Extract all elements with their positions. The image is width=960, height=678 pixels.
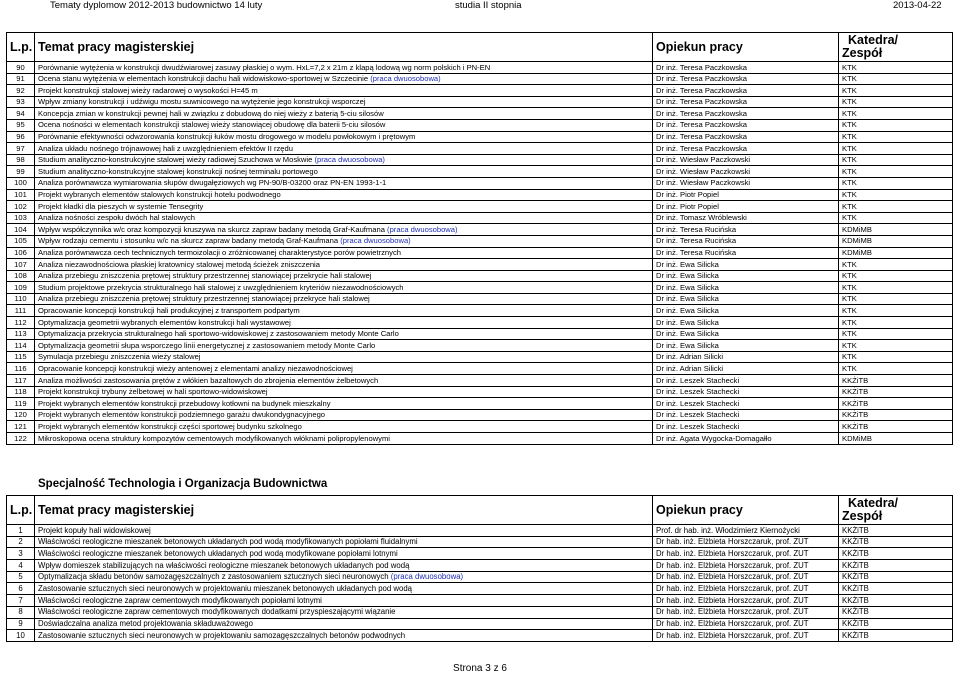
table-row xyxy=(7,630,953,642)
row-department: KTK xyxy=(839,154,953,166)
topic-text: Opracowanie koncepcji konstrukcji hali produkcyjnej z transportem podpartym xyxy=(38,305,300,315)
row-number: 107 xyxy=(7,259,35,271)
row-department: KTK xyxy=(839,85,953,97)
topic-text: Projekt kopuły hali widowiskowej xyxy=(38,525,151,535)
row-topic xyxy=(35,119,653,131)
row-department: KTK xyxy=(839,166,953,178)
row-number: 113 xyxy=(7,328,35,340)
topic-text: Opracowanie koncepcji konstrukcji wieży antenowej z elementami analizy niezawodnościowej xyxy=(38,363,353,373)
topic-text: Projekt wybranych elementów stalowych konstrukcji hotelu podwodnego xyxy=(38,190,281,200)
table-row xyxy=(7,259,953,271)
row-number: 116 xyxy=(7,363,35,375)
row-supervisor: Dr inż. Wiesław Paczkowski xyxy=(653,154,839,166)
table-row xyxy=(7,143,953,155)
row-number: 120 xyxy=(7,409,35,421)
row-supervisor: Dr inż. Teresa Paczkowska xyxy=(653,96,839,108)
col-department xyxy=(839,496,953,525)
row-department: KKŻiTB xyxy=(839,583,953,595)
topic-text: Projekt wybranych elementów konstrukcji podziemnego garażu dwukondygnacyjnego xyxy=(38,410,326,420)
row-department: KKŻiTB xyxy=(839,630,953,642)
topic-text: Optymalizacja geometrii słupa wsporczego linii energetycznej z zastosowaniem metody Monte Carlo xyxy=(38,340,376,350)
row-number: 6 xyxy=(7,583,35,595)
row-topic xyxy=(35,548,653,560)
table-row xyxy=(7,421,953,433)
header-left: Tematy dyplomow 2012-2013 budownictwo 14 luty xyxy=(50,0,263,11)
row-department: KKŻiTB xyxy=(839,618,953,630)
row-topic xyxy=(35,166,653,178)
row-department: KTK xyxy=(839,293,953,305)
row-topic xyxy=(35,618,653,630)
row-department: KKŻiTB xyxy=(839,386,953,398)
row-supervisor: Dr inż. Agata Wygocka-Domagałło xyxy=(653,433,839,445)
row-topic xyxy=(35,247,653,259)
row-topic xyxy=(35,235,653,247)
row-supervisor: Dr inż. Wiesław Paczkowski xyxy=(653,177,839,189)
row-supervisor: Dr inż. Ewa Silicka xyxy=(653,293,839,305)
row-department: KTK xyxy=(839,305,953,317)
row-number: 105 xyxy=(7,235,35,247)
row-topic xyxy=(35,328,653,340)
row-department: KTK xyxy=(839,317,953,329)
row-supervisor: Dr inż. Leszek Stachecki xyxy=(653,375,839,387)
row-supervisor: Dr hab. inż. Elżbieta Horszczaruk, prof. ZUT xyxy=(653,595,839,607)
row-supervisor: Dr inż. Teresa Paczkowska xyxy=(653,131,839,143)
row-number: 111 xyxy=(7,305,35,317)
table-row xyxy=(7,606,953,618)
row-number: 118 xyxy=(7,386,35,398)
row-number: 9 xyxy=(7,618,35,630)
row-supervisor: Dr inż. Tomasz Wróblewski xyxy=(653,212,839,224)
row-number: 117 xyxy=(7,375,35,387)
topic-text: Analiza przebiegu zniszczenia prętowej struktury przestrzennej stanowiącej przekryce hali stalowej xyxy=(38,294,370,304)
topic-text: Właściwości reologiczne mieszanek betonowych układanych pod wodą modyfikowanych popiołami fluidalnymi xyxy=(38,537,418,547)
table-header-row xyxy=(7,33,953,62)
row-department: KTK xyxy=(839,351,953,363)
row-department: KKŻiTB xyxy=(839,536,953,548)
row-topic xyxy=(35,108,653,120)
row-topic xyxy=(35,212,653,224)
row-supervisor: Dr inż. Teresa Paczkowska xyxy=(653,62,839,74)
topic-text: Optymalizacja przekrycia strukturalnego hali sportowo-widowiskowej z zastosowaniem metody Monte Carlo xyxy=(38,329,399,339)
topic-note: (praca dwuosobowa) xyxy=(370,74,441,84)
row-department: KKŻiTB xyxy=(839,595,953,607)
table-row xyxy=(7,108,953,120)
row-supervisor: Dr inż. Teresa Paczkowska xyxy=(653,119,839,131)
row-topic xyxy=(35,189,653,201)
topic-text: Porównanie efektywności odwzorowania konstrukcji łuków mostu drogowego w modelu powłokowym i prętowym xyxy=(38,132,416,142)
row-department: KKŻiTB xyxy=(839,375,953,387)
table-row xyxy=(7,409,953,421)
row-number: 101 xyxy=(7,189,35,201)
section-title: Specjalność Technologia i Organizacja Budownictwa xyxy=(38,478,328,490)
topic-text: Analiza niezawodnościowa płaskiej kratownicy stalowej metodą ścieżek zniszczenia xyxy=(38,259,320,269)
row-topic xyxy=(35,62,653,74)
topic-text: Ocena nośności w elementach konstrukcji stalowej wieży stanowiącej obudowę dla baterii 5-ciu silosów xyxy=(38,120,386,130)
row-supervisor: Dr inż. Teresa Rucińska xyxy=(653,224,839,236)
row-supervisor: Dr hab. inż. Elżbieta Horszczaruk, prof. ZUT xyxy=(653,548,839,560)
row-department: KKŻiTB xyxy=(839,409,953,421)
col-department xyxy=(839,33,953,62)
row-topic xyxy=(35,409,653,421)
row-topic xyxy=(35,606,653,618)
row-number: 96 xyxy=(7,131,35,143)
row-number: 100 xyxy=(7,177,35,189)
row-number: 97 xyxy=(7,143,35,155)
row-topic xyxy=(35,433,653,445)
row-topic xyxy=(35,96,653,108)
row-number: 112 xyxy=(7,317,35,329)
row-number: 94 xyxy=(7,108,35,120)
header-center: studia II stopnia xyxy=(455,0,522,11)
row-supervisor: Dr hab. inż. Elżbieta Horszczaruk, prof. ZUT xyxy=(653,560,839,572)
row-topic xyxy=(35,154,653,166)
row-topic xyxy=(35,340,653,352)
topic-text: Projekt konstrukcji trybuny żelbetowej w hali sportowo-widowiskowej xyxy=(38,387,268,397)
table-row xyxy=(7,305,953,317)
topic-text: Projekt kładki dla pieszych w systemie Tensegrity xyxy=(38,201,204,211)
topic-text: Analiza porównawcza cech technicznych termoizolacji o zróżnicowanej charakterystyce porów powietrznych xyxy=(38,248,401,257)
row-topic xyxy=(35,317,653,329)
row-supervisor: Dr inż. Leszek Stachecki xyxy=(653,421,839,433)
table-row xyxy=(7,571,953,583)
table-row xyxy=(7,177,953,189)
topic-text: Wpływ rodzaju cementu i stosunku w/c na skurcz zapraw badany metodą Graf-Kaufmana xyxy=(38,236,339,246)
row-department: KTK xyxy=(839,201,953,213)
row-topic xyxy=(35,143,653,155)
topic-note: (praca dwuosobowa) xyxy=(390,572,464,582)
row-number: 4 xyxy=(7,560,35,572)
topic-text: Symulacja przebiegu zniszczenia wieży stalowej xyxy=(38,352,201,362)
row-topic xyxy=(35,131,653,143)
row-number: 90 xyxy=(7,62,35,74)
row-topic xyxy=(35,177,653,189)
row-department: KKŻiTB xyxy=(839,421,953,433)
row-number: 8 xyxy=(7,606,35,618)
row-topic xyxy=(35,224,653,236)
row-department: KKŻiTB xyxy=(839,548,953,560)
row-department: KKŻiTB xyxy=(839,560,953,572)
row-number: 109 xyxy=(7,282,35,294)
topic-text: Projekt wybranych elementów konstrukcji przebudowy kotłowni na budynek mieszkalny xyxy=(38,398,331,408)
topic-text: Mikroskopowa ocena struktury kompozytów cementowych modyfikowanych włóknami polipropylenowymi xyxy=(38,433,390,443)
row-topic xyxy=(35,270,653,282)
row-number: 103 xyxy=(7,212,35,224)
topic-text: Doświadczalna analiza metod projektowania składuważowego xyxy=(38,619,253,629)
topic-text: Analiza nośności zespołu dwóch hal stalowych xyxy=(38,213,196,223)
row-department: KTK xyxy=(839,108,953,120)
row-topic xyxy=(35,201,653,213)
row-number: 98 xyxy=(7,154,35,166)
topic-text: Zastosowanie sztucznych sieci neuronowych w projektowaniu samozagęszczalnych betonów podwodnych xyxy=(38,630,406,640)
table-row xyxy=(7,595,953,607)
row-department: KTK xyxy=(839,328,953,340)
col-supervisor: Opiekun pracy xyxy=(653,496,839,525)
row-number: 110 xyxy=(7,293,35,305)
table-row xyxy=(7,525,953,537)
row-supervisor: Dr inż. Leszek Stachecki xyxy=(653,398,839,410)
table-row xyxy=(7,293,953,305)
row-topic xyxy=(35,560,653,572)
row-number: 93 xyxy=(7,96,35,108)
row-supervisor: Dr hab. inż. Elżbieta Horszczaruk, prof. ZUT xyxy=(653,536,839,548)
table-row xyxy=(7,154,953,166)
topics-table-2 xyxy=(6,495,953,642)
row-supervisor: Dr inż. Teresa Paczkowska xyxy=(653,85,839,97)
topic-text: Optymalizacja geometrii wybranych elementów konstrukcji hali wystawowej xyxy=(38,317,291,327)
row-topic xyxy=(35,398,653,410)
row-number: 5 xyxy=(7,571,35,583)
row-supervisor: Dr inż. Wiesław Paczkowski xyxy=(653,166,839,178)
row-supervisor: Dr hab. inż. Elżbieta Horszczaruk, prof. ZUT xyxy=(653,630,839,642)
row-department: KTK xyxy=(839,73,953,85)
row-supervisor: Dr inż. Ewa Silicka xyxy=(653,282,839,294)
table-row xyxy=(7,583,953,595)
row-topic xyxy=(35,595,653,607)
topic-text: Projekt wybranych elementów konstrukcji części sportowej budynku szkolnego xyxy=(38,421,302,431)
col-department-line2: Zespół xyxy=(842,509,883,523)
row-number: 1 xyxy=(7,525,35,537)
row-supervisor: Dr inż. Teresa Paczkowska xyxy=(653,143,839,155)
row-topic xyxy=(35,293,653,305)
row-department: KKŻiTB xyxy=(839,571,953,583)
row-department: KTK xyxy=(839,131,953,143)
topic-text: Właściwości reologiczne zapraw cementowych modyfikowanych dodatkami przyspieszającymi wiązanie xyxy=(38,607,396,617)
col-department-line1: Katedra/ xyxy=(848,33,899,47)
topic-note: (praca dwuosobowa) xyxy=(314,155,385,165)
row-number: 102 xyxy=(7,201,35,213)
row-topic xyxy=(35,305,653,317)
topic-text: Optymalizacja składu betonów samozagęszczalnych z zastosowaniem sztucznych sieci neuronowych xyxy=(38,572,389,582)
topics-table-1 xyxy=(6,32,953,445)
row-department: KKŻiTB xyxy=(839,606,953,618)
table-row xyxy=(7,224,953,236)
topic-note: (praca dwuosobowa) xyxy=(340,236,411,246)
row-supervisor: Dr inż. Ewa Silicka xyxy=(653,340,839,352)
row-number: 10 xyxy=(7,630,35,642)
row-department: KDMiMB xyxy=(839,224,953,236)
row-supervisor: Dr inż. Piotr Popiel xyxy=(653,201,839,213)
topic-text: Studium projektowe przekrycia strukturalnego hali stalowej z uwzględnieniem kryteriów niezawodnościowych xyxy=(38,282,404,292)
table-row xyxy=(7,398,953,410)
row-number: 108 xyxy=(7,270,35,282)
col-supervisor: Opiekun pracy xyxy=(653,33,839,62)
row-topic xyxy=(35,630,653,642)
row-department: KTK xyxy=(839,212,953,224)
topic-text: Porównanie wytężenia w konstrukcji dwudźwiarowej zasuwy płaskiej o wym. HxL=7,2 x 21m z klapą lodową wg norm polskich i PN-EN xyxy=(38,62,491,72)
topic-text: Analiza możliwości zastosowania prętów z włókien bazaltowych do zbrojenia elementów żelbetowych xyxy=(38,375,379,385)
row-supervisor: Dr inż. Ewa Silicka xyxy=(653,317,839,329)
col-department-line2: Zespół xyxy=(842,46,883,60)
topic-text: Wpływ współczynnika w/c oraz kompozycji kruszywa na skurcz zapraw badany metodą Graf-Kaufmana xyxy=(38,224,385,234)
col-topic: Temat pracy magisterskiej xyxy=(35,496,653,525)
row-number: 92 xyxy=(7,85,35,97)
row-supervisor: Prof. dr hab. inż. Włodzimierz Kiernożycki xyxy=(653,525,839,537)
row-topic xyxy=(35,85,653,97)
row-number: 104 xyxy=(7,224,35,236)
table-row xyxy=(7,375,953,387)
row-department: KKŻiTB xyxy=(839,398,953,410)
row-department: KTK xyxy=(839,259,953,271)
table-row xyxy=(7,363,953,375)
table-row xyxy=(7,212,953,224)
row-number: 121 xyxy=(7,421,35,433)
row-topic xyxy=(35,386,653,398)
row-supervisor: Dr inż. Leszek Stachecki xyxy=(653,409,839,421)
table-row xyxy=(7,548,953,560)
row-department: KTK xyxy=(839,177,953,189)
table-row xyxy=(7,96,953,108)
col-topic: Temat pracy magisterskiej xyxy=(35,33,653,62)
row-supervisor: Dr inż. Ewa Silicka xyxy=(653,259,839,271)
row-number: 119 xyxy=(7,398,35,410)
topic-text: Projekt konstrukcji stalowej wieży radarowej o wysokości H=45 m xyxy=(38,85,258,95)
table-row xyxy=(7,235,953,247)
row-department: KTK xyxy=(839,363,953,375)
table-row xyxy=(7,351,953,363)
table-row xyxy=(7,131,953,143)
table-row xyxy=(7,340,953,352)
topic-text: Właściwości reologiczne mieszanek betonowych układanych pod wodą modyfikowane popiołami lotnymi xyxy=(38,548,398,558)
row-supervisor: Dr inż. Teresa Paczkowska xyxy=(653,73,839,85)
table-row xyxy=(7,386,953,398)
row-supervisor: Dr inż. Piotr Popiel xyxy=(653,189,839,201)
row-topic xyxy=(35,571,653,583)
row-topic xyxy=(35,282,653,294)
row-supervisor: Dr inż. Adrian Silicki xyxy=(653,351,839,363)
topic-text: Analiza układu nośnego trójnawowej hali z uwzględnieniem efektów II rzędu xyxy=(38,143,293,153)
table-row xyxy=(7,73,953,85)
header-right: 2013-04-22 xyxy=(893,0,942,11)
row-supervisor: Dr inż. Teresa Rucińska xyxy=(653,235,839,247)
row-number: 115 xyxy=(7,351,35,363)
table-row xyxy=(7,85,953,97)
col-lp: L.p. xyxy=(7,496,35,525)
row-topic xyxy=(35,363,653,375)
row-department: KTK xyxy=(839,282,953,294)
table-row xyxy=(7,62,953,74)
table-header-row xyxy=(7,496,953,525)
row-department: KTK xyxy=(839,119,953,131)
row-department: KTK xyxy=(839,340,953,352)
row-department: KTK xyxy=(839,143,953,155)
topic-text: Zastosowanie sztucznych sieci neuronowych w projektowaniu mieszanek betonowych układanych pod wodą xyxy=(38,583,413,593)
row-number: 122 xyxy=(7,433,35,445)
row-number: 95 xyxy=(7,119,35,131)
page-header xyxy=(0,0,960,10)
row-supervisor: Dr hab. inż. Elżbieta Horszczaruk, prof. ZUT xyxy=(653,571,839,583)
topic-text: Analiza przebiegu zniszczenia prętowej struktury przestrzennej stanowiącej przekrycie hali stalowej xyxy=(38,271,372,281)
row-supervisor: Dr hab. inż. Elżbieta Horszczaruk, prof. ZUT xyxy=(653,618,839,630)
row-supervisor: Dr inż. Ewa Silicka xyxy=(653,305,839,317)
table-row xyxy=(7,560,953,572)
row-supervisor: Dr hab. inż. Elżbieta Horszczaruk, prof. ZUT xyxy=(653,606,839,618)
topic-text: Wpływ domieszek stabilizujących na właściwości reologiczne mieszanek betonowych układanych pod wodą xyxy=(38,560,410,570)
topic-note: (praca dwuosobowa) xyxy=(387,224,458,234)
row-supervisor: Dr inż. Leszek Stachecki xyxy=(653,386,839,398)
row-topic xyxy=(35,259,653,271)
table-row xyxy=(7,201,953,213)
topic-text: Koncepcja zmian w konstrukcji pewnej hali w związku z dobudową do niej wieży z baterią 5-ciu silosów xyxy=(38,108,384,118)
row-topic xyxy=(35,351,653,363)
row-number: 114 xyxy=(7,340,35,352)
row-topic xyxy=(35,375,653,387)
row-department: KTK xyxy=(839,270,953,282)
row-topic xyxy=(35,536,653,548)
table-row xyxy=(7,247,953,259)
table-row xyxy=(7,536,953,548)
row-number: 2 xyxy=(7,536,35,548)
row-supervisor: Dr inż. Teresa Rucińska xyxy=(653,247,839,259)
row-supervisor: Dr inż. Ewa Silicka xyxy=(653,328,839,340)
topic-text: Ocena stanu wytężenia w elementach konstrukcji dachu hali widowiskowo-sportowej w Szczecinie xyxy=(38,74,369,84)
row-topic xyxy=(35,525,653,537)
table-row xyxy=(7,189,953,201)
col-lp: L.p. xyxy=(7,33,35,62)
row-department: KDMiMB xyxy=(839,235,953,247)
topic-text: Studium analityczno-konstrukcyjne stalowej konstrukcji nośnej terminalu portowego xyxy=(38,166,318,176)
topic-text: Wpływ zmiany konstrukcji i udźwigu mostu suwnicowego na wytężenie jego konstrukcji wsporczej xyxy=(38,97,366,107)
row-number: 7 xyxy=(7,595,35,607)
topic-text: Właściwości reologiczne zapraw cementowych modyfikowanych popiołami lotnymi xyxy=(38,595,322,605)
row-supervisor: Dr inż. Teresa Paczkowska xyxy=(653,108,839,120)
table-row xyxy=(7,433,953,445)
table-row xyxy=(7,119,953,131)
row-number: 99 xyxy=(7,166,35,178)
row-number: 91 xyxy=(7,73,35,85)
row-topic xyxy=(35,73,653,85)
table-row xyxy=(7,166,953,178)
table-row xyxy=(7,328,953,340)
table-row xyxy=(7,317,953,329)
topic-text: Studium analityczno-konstrukcyjne stalowej wieży radiowej Szuchowa w Moskwie xyxy=(38,155,313,165)
row-number: 3 xyxy=(7,548,35,560)
row-topic xyxy=(35,421,653,433)
row-supervisor: Dr inż. Adrian Silicki xyxy=(653,363,839,375)
row-supervisor: Dr hab. inż. Elżbieta Horszczaruk, prof. ZUT xyxy=(653,583,839,595)
table-row xyxy=(7,618,953,630)
table-row xyxy=(7,282,953,294)
page-footer: Strona 3 z 6 xyxy=(453,663,507,674)
row-department: KDMiMB xyxy=(839,247,953,259)
row-number: 106 xyxy=(7,247,35,259)
row-department: KKŻiTB xyxy=(839,525,953,537)
row-department: KTK xyxy=(839,189,953,201)
col-department-line1: Katedra/ xyxy=(848,496,899,510)
row-topic xyxy=(35,583,653,595)
row-department: KTK xyxy=(839,96,953,108)
topic-text: Analiza porównawcza wymiarowania słupów dwugałęziowych wg PN-90/B-03200 oraz PN-EN 1993-1-1 xyxy=(38,178,387,188)
row-department: KTK xyxy=(839,62,953,74)
row-department: KDMiMB xyxy=(839,433,953,445)
table-row xyxy=(7,270,953,282)
row-supervisor: Dr inż. Ewa Silicka xyxy=(653,270,839,282)
